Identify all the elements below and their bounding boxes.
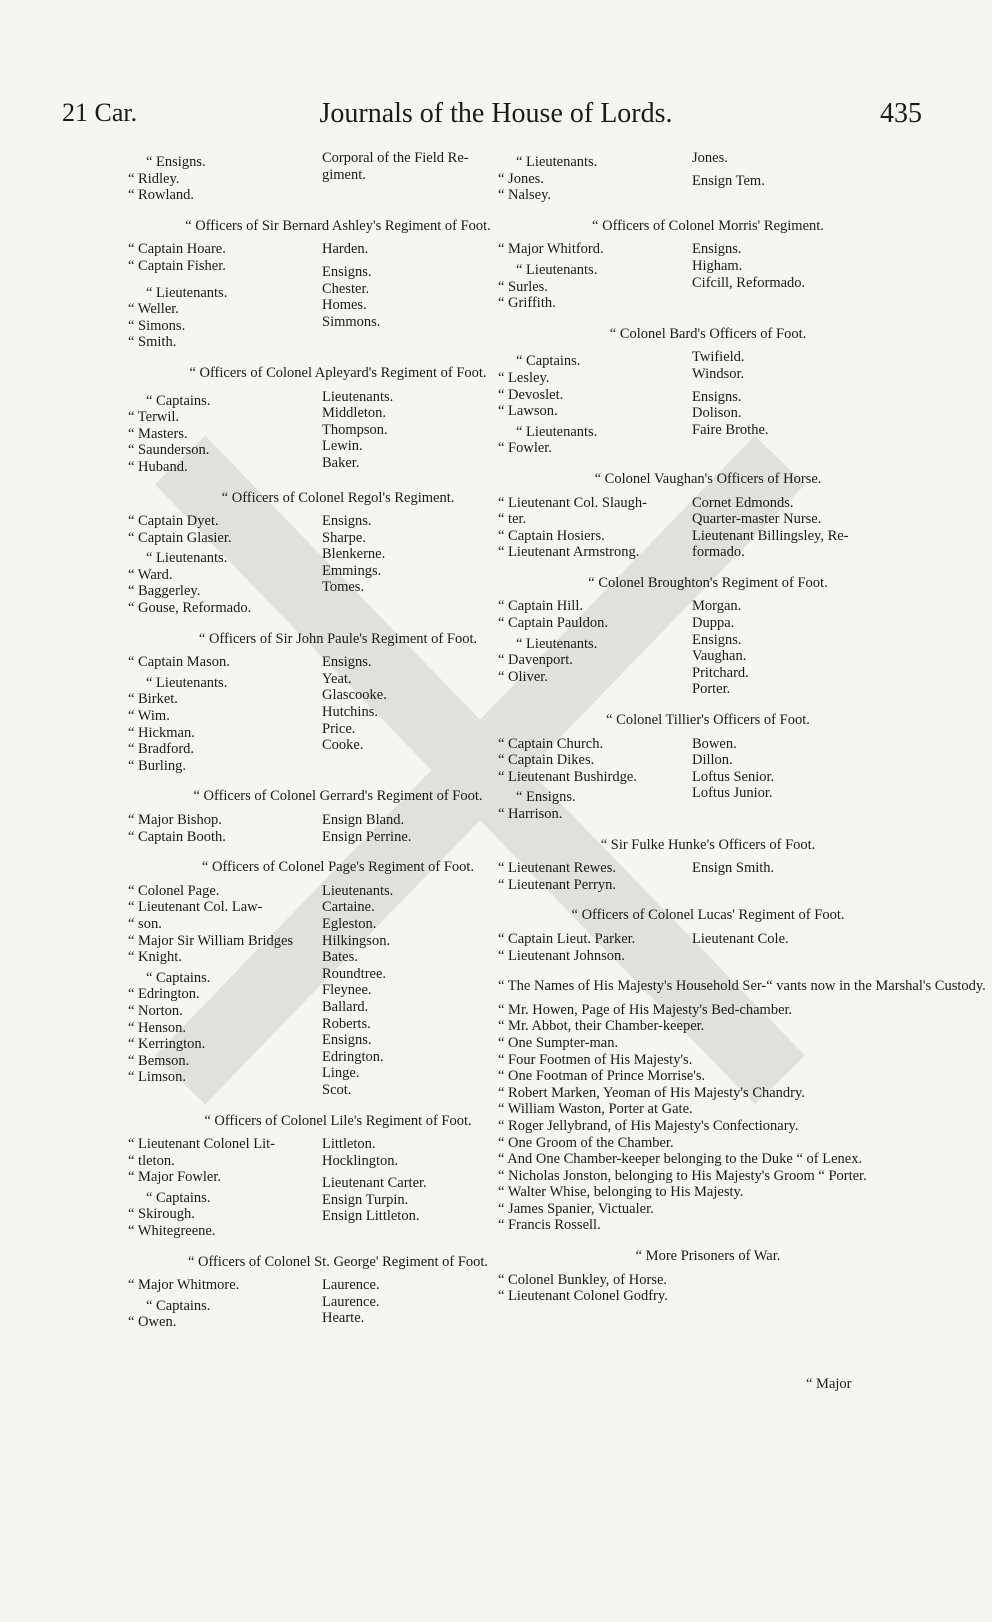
entry-line: Bowen. <box>692 735 737 752</box>
entry-line: “ Norton. <box>128 1002 183 1019</box>
entry-column-a <box>128 150 322 204</box>
list-item: “ And One Chamber-keeper belonging to the Duke “ of Lenex. <box>498 1151 863 1168</box>
entry-line: Ensigns. <box>692 241 742 258</box>
entry-line: Vaughan. <box>692 648 747 665</box>
name-list <box>498 1002 918 1234</box>
entry-line: formado. <box>692 544 745 561</box>
entry-line: Laurence. <box>322 1277 380 1294</box>
entry-column-a <box>128 389 322 476</box>
entry-line: “ Burling. <box>128 757 186 774</box>
entry-column-b <box>692 860 918 893</box>
section <box>128 365 548 476</box>
entry-line: “ Terwil. <box>128 409 180 426</box>
section-heading: “ Officers of Sir John Paule's Regiment of Foot. <box>198 630 478 647</box>
list-item: “ James Spanier, Victualer. <box>498 1200 654 1217</box>
entry-line: Ensigns. <box>322 513 372 530</box>
entry-line: Ensign Bland. <box>322 812 405 828</box>
entry-line: “ Ridley. <box>128 170 180 187</box>
entry-line: Porter. <box>692 681 731 698</box>
entry-line: “ Captains. <box>516 353 581 370</box>
entry-line: Cartaine. <box>322 899 375 916</box>
entry-column-a <box>128 654 322 774</box>
section <box>498 326 918 457</box>
section <box>128 859 548 1098</box>
entry-line: Ensign Perrine. <box>322 828 412 845</box>
entry-line: “ Lieutenants. <box>516 261 598 278</box>
entry-line: “ Major Whitmore. <box>128 1277 240 1294</box>
entry-column-a <box>498 241 692 311</box>
entry-line <box>128 275 318 281</box>
entry-line: Lieutenant Billingsley, Re- <box>692 527 849 544</box>
entry-line: “ Lieutenants. <box>516 154 598 170</box>
entry-line: Quarter-master Nurse. <box>692 511 822 528</box>
section-heading: “ Officers of Colonel Lile's Regiment of Foot. <box>204 1112 472 1129</box>
entry-line: Hearte. <box>322 1310 365 1327</box>
section-heading: “ The Names of His Majesty's Household Ser-“ vants now in the Marshal's Custody. <box>498 978 986 995</box>
entry-line: Hutchins. <box>322 704 378 721</box>
entry-column-a <box>498 495 692 561</box>
section <box>128 150 548 204</box>
section-heading: “ Colonel Broughton's Regiment of Foot. <box>588 574 828 591</box>
entry-column-a <box>128 241 322 351</box>
section <box>498 471 918 561</box>
list-item: “ One Footman of Prince Morrise's. <box>498 1068 706 1085</box>
section <box>498 1248 918 1305</box>
entry-column-b <box>692 598 918 698</box>
entry-line: Windsor. <box>692 365 745 382</box>
entry-line: “ Lieutenant Rewes. <box>498 860 616 877</box>
entry-line: “ Davenport. <box>498 652 573 669</box>
entry-line: “ Masters. <box>128 425 188 442</box>
entry-line: Thompson. <box>322 421 388 438</box>
section <box>498 978 986 1234</box>
entry-line: “ Captain Fisher. <box>128 257 226 274</box>
entry-line: “ Baggerley. <box>128 583 201 600</box>
entry-column-b <box>692 931 918 964</box>
section-heading: “ Officers of Colonel Regol's Regiment. <box>221 489 455 506</box>
entry-line: “ Owen. <box>128 1314 177 1331</box>
section <box>498 150 918 204</box>
entry-line: “ Ensigns. <box>146 154 206 170</box>
entry-line: “ Lieutenants. <box>146 284 228 301</box>
entry-line: Sharpe. <box>322 529 366 546</box>
entry-line: “ Saunderson. <box>128 442 210 459</box>
entry-line: Ensigns. <box>322 654 372 671</box>
entry-line: Pritchard. <box>692 664 749 681</box>
entry-line: Littleton. <box>322 1136 376 1153</box>
entry-column-a <box>128 883 322 1099</box>
entry-line: “ Captain Lieut. Parker. <box>498 930 636 947</box>
entry-line: “ Devoslet. <box>498 386 564 403</box>
entry-line: Lieutenant Carter. <box>322 1175 427 1192</box>
entry-column-b <box>692 349 918 457</box>
section-heading: “ Officers of Colonel Apleyard's Regiment of Foot. <box>189 364 487 381</box>
section <box>498 907 918 964</box>
entry-line: Edrington. <box>322 1048 384 1065</box>
entry-line: “ Lawson. <box>498 403 558 420</box>
entry-line: “ Wim. <box>128 708 170 725</box>
entry-line: “ Ensigns. <box>516 789 576 806</box>
section <box>498 837 918 894</box>
section-heading: “ Officers of Colonel St. George' Regiment of Foot. <box>187 1253 489 1270</box>
entry-line: Baker. <box>322 454 360 471</box>
entry-column-b <box>692 241 918 311</box>
entry-line: “ Ward. <box>128 566 173 583</box>
entry-line: “ Lieutenant Col. Slaugh- <box>498 494 647 511</box>
entry-column-b <box>692 736 918 823</box>
entry-line: “ Lieutenants. <box>146 550 228 567</box>
section <box>128 1254 548 1331</box>
entry-line: “ Lieutenant Col. Law- <box>128 899 263 916</box>
entry-line: “ Lieutenants. <box>516 423 598 440</box>
catchword: “ Major <box>806 1376 852 1392</box>
entry-line: Ensigns. <box>692 388 742 405</box>
section-heading: “ Officers of Sir Bernard Ashley's Regiment of Foot. <box>185 217 491 234</box>
list-item: “ Walter Whise, belonging to His Majesty. <box>498 1184 744 1201</box>
entry-line: Homes. <box>322 297 367 314</box>
section <box>498 575 918 698</box>
entry-line: Loftus Senior. <box>692 768 775 785</box>
entry-line: “ tleton. <box>128 1152 175 1169</box>
entry-line: “ Harrison. <box>498 806 563 822</box>
name-list <box>498 1272 918 1305</box>
entry-line: giment. <box>322 166 366 183</box>
entry-line: “ Lieutenants. <box>516 635 598 652</box>
entry-line: Ensign Tem. <box>692 172 765 189</box>
entry-line: “ Jones. <box>498 170 544 187</box>
entry-line: Ensign Turpin. <box>322 1191 409 1208</box>
entry-line: “ Colonel Page. <box>128 882 220 899</box>
entry-line: “ ter. <box>498 511 527 528</box>
entry-line: Laurence. <box>322 1293 380 1310</box>
entry-line: Blenkerne. <box>322 546 386 563</box>
section <box>498 712 918 823</box>
entry-line: “ Major Whitford. <box>498 241 604 258</box>
entry-column-b <box>692 150 918 204</box>
entry-line: Ensigns. <box>322 1032 372 1049</box>
entry-line: Jones. <box>692 150 728 166</box>
entry-line: “ Edrington. <box>128 986 200 1003</box>
entry-line: “ Hickman. <box>128 724 195 741</box>
entry-line: Faire Brothe. <box>692 421 769 438</box>
entry-line: “ Lieutenant Perryn. <box>498 876 616 893</box>
entry-line: “ Limson. <box>128 1069 186 1086</box>
entry-line: Lieutenants. <box>322 388 394 405</box>
entry-line: “ Lieutenant Johnson. <box>498 947 625 964</box>
list-item: “ Four Footmen of His Majesty's. <box>498 1051 693 1068</box>
section <box>498 218 918 312</box>
entry-line: “ Gouse, Reformado. <box>128 600 252 617</box>
entry-line: “ Lieutenant Colonel Lit- <box>128 1136 275 1153</box>
entry-line: “ Major Bishop. <box>128 812 222 828</box>
entry-line: “ Captain Hill. <box>498 598 583 615</box>
section <box>128 788 548 845</box>
entry-line: Dillon. <box>692 752 733 769</box>
list-item: “ Robert Marken, Yeoman of His Majesty's Chandry. <box>498 1084 805 1101</box>
right-column <box>498 150 986 1319</box>
entry-line: “ Captain Dikes. <box>498 752 595 769</box>
entry-line: Ensign Smith. <box>692 860 775 877</box>
entry-line: Ballard. <box>322 998 369 1015</box>
entry-line: “ Lieutenant Armstrong. <box>498 544 640 561</box>
entry-line: “ Birket. <box>128 691 178 708</box>
running-head-left: 21 Car. <box>62 98 138 127</box>
entry-line: “ Bemson. <box>128 1052 190 1069</box>
section <box>128 1113 548 1240</box>
section <box>128 490 548 617</box>
entry-line: “ Captains. <box>146 969 211 986</box>
entry-line: Roberts. <box>322 1015 371 1032</box>
entry-line: Bates. <box>322 949 358 966</box>
entry-line: “ Oliver. <box>498 668 548 685</box>
list-item: “ William Waston, Porter at Gate. <box>498 1101 693 1118</box>
entry-line: “ Rowland. <box>128 187 195 204</box>
entry-line: “ Griffith. <box>498 295 556 312</box>
entry-line: “ Huband. <box>128 458 188 475</box>
entry-column-a <box>128 513 322 617</box>
list-item: “ Lieutenant Colonel Godfry. <box>498 1288 668 1305</box>
entry-line: Price. <box>322 720 356 737</box>
running-head-title: Journals of the House of Lords. <box>319 98 673 129</box>
entry-line: Higham. <box>692 257 743 274</box>
section-heading: “ Officers of Colonel Gerrard's Regiment of Foot. <box>193 788 483 805</box>
entry-line: “ Lieutenants. <box>146 674 228 691</box>
entry-line: Scot. <box>322 1081 352 1098</box>
section-heading: “ Colonel Tillier's Officers of Foot. <box>606 712 810 729</box>
section-heading: “ Officers of Colonel Morris' Regiment. <box>592 217 824 234</box>
entry-column-a <box>128 1277 322 1331</box>
entry-line: Twifield. <box>692 349 745 366</box>
entry-column-a <box>498 860 692 893</box>
entry-column-a <box>498 150 692 204</box>
entry-line: Linge. <box>322 1065 360 1082</box>
entry-line: Yeat. <box>322 670 352 687</box>
entry-line: Middleton. <box>322 405 387 422</box>
entry-line: Ensigns. <box>692 631 742 648</box>
entry-line: Lieutenants. <box>322 882 394 899</box>
entry-line: “ Captains. <box>146 1189 211 1206</box>
entry-column-a <box>498 349 692 457</box>
list-item: “ Roger Jellybrand, of His Majesty's Confectionary. <box>498 1117 799 1134</box>
entry-line: Glascooke. <box>322 687 387 704</box>
entry-line: “ Lieutenant Bushirdge. <box>498 768 637 785</box>
entry-line: “ Simons. <box>128 317 186 334</box>
entry-line: Lieutenant Cole. <box>692 930 789 947</box>
entry-line: “ Weller. <box>128 301 179 318</box>
entry-line: Morgan. <box>692 598 742 615</box>
entry-line: “ Captain Pauldon. <box>498 615 608 632</box>
entry-line: “ Captain Hoare. <box>128 241 226 258</box>
entry-line: “ Major Fowler. <box>128 1169 222 1186</box>
entry-column-a <box>128 1136 322 1240</box>
list-item: “ One Groom of the Chamber. <box>498 1134 674 1151</box>
page-number: 435 <box>880 98 922 129</box>
entry-line: “ Knight. <box>128 949 182 966</box>
entry-line: Chester. <box>322 280 370 297</box>
list-item: “ Colonel Bunkley, of Horse. <box>498 1271 668 1288</box>
entry-line: Simmons. <box>322 313 381 330</box>
entry-line: Cornet Edmonds. <box>692 494 794 511</box>
entry-line: “ Captains. <box>146 1297 211 1314</box>
entry-line: “ Captain Mason. <box>128 654 230 671</box>
section-heading: “ More Prisoners of War. <box>635 1248 781 1265</box>
section-heading: “ Officers of Colonel Lucas' Regiment of Foot. <box>571 907 845 924</box>
entry-line: “ Major Sir William Bridges <box>128 932 294 949</box>
entry-line: Ensigns. <box>322 263 372 280</box>
list-item: “ Mr. Abbot, their Chamber-keeper. <box>498 1018 705 1035</box>
entry-line: “ Captain Booth. <box>128 828 226 845</box>
entry-column-b <box>692 495 918 561</box>
entry-line: “ Fowler. <box>498 440 552 457</box>
list-item: “ Mr. Howen, Page of His Majesty's Bed-chamber. <box>498 1001 793 1018</box>
entry-line: Duppa. <box>692 615 735 632</box>
entry-column-a <box>128 812 322 845</box>
entry-line: Tomes. <box>322 579 365 596</box>
entry-column-a <box>498 931 692 964</box>
entry-line: “ Skirough. <box>128 1206 195 1223</box>
section <box>128 218 548 351</box>
entry-line: “ Captain Hosiers. <box>498 527 605 544</box>
entry-line: “ son. <box>128 915 162 932</box>
entry-line: “ Lesley. <box>498 369 550 386</box>
entry-column-a <box>498 736 692 823</box>
list-item: “ One Sumpter-man. <box>498 1034 619 1051</box>
entry-line: Lewin. <box>322 438 363 455</box>
entry-line: “ Captains. <box>146 392 211 409</box>
entry-line: Harden. <box>322 241 369 258</box>
entry-line: “ Bradford. <box>128 741 195 758</box>
entry-line: Corporal of the Field Re- <box>322 150 469 166</box>
entry-line: “ Henson. <box>128 1019 186 1036</box>
section-heading: “ Colonel Bard's Officers of Foot. <box>609 325 807 342</box>
section-heading: “ Colonel Vaughan's Officers of Horse. <box>594 470 822 487</box>
entry-line: Fleynee. <box>322 982 372 999</box>
entry-line: “ Smith. <box>128 334 177 351</box>
entry-line: “ Nalsey. <box>498 187 552 204</box>
section <box>128 631 548 775</box>
entry-line: Cooke. <box>322 737 364 754</box>
entry-line: Dolison. <box>692 405 742 422</box>
entry-line: Egleston. <box>322 915 377 932</box>
entry-line: Roundtree. <box>322 965 387 982</box>
entry-line: “ Kerrington. <box>128 1036 206 1053</box>
entry-column-a <box>498 598 692 698</box>
entry-line: “ Captain Glasier. <box>128 529 232 546</box>
entry-line: Emmings. <box>322 562 382 579</box>
list-item: “ Nicholas Jonston, belonging to His Majesty's Groom “ Porter. <box>498 1167 867 1184</box>
entry-line: “ Captain Dyet. <box>128 513 219 530</box>
entry-line: Cifcill, Reformado. <box>692 274 806 291</box>
entry-line: Hocklington. <box>322 1152 399 1169</box>
entry-line: Ensign Littleton. <box>322 1208 420 1225</box>
section-heading: “ Sir Fulke Hunke's Officers of Foot. <box>600 836 816 853</box>
entry-line: Hilkingson. <box>322 932 391 949</box>
section-heading: “ Officers of Colonel Page's Regiment of Foot. <box>201 859 475 876</box>
entry-line: “ Whitegreene. <box>128 1223 216 1240</box>
entry-line: “ Captain Church. <box>498 735 604 752</box>
left-column <box>128 150 548 1345</box>
entry-line: Loftus Junior. <box>692 785 773 802</box>
list-item: “ Francis Rossell. <box>498 1217 601 1234</box>
entry-line: “ Surles. <box>498 278 548 295</box>
